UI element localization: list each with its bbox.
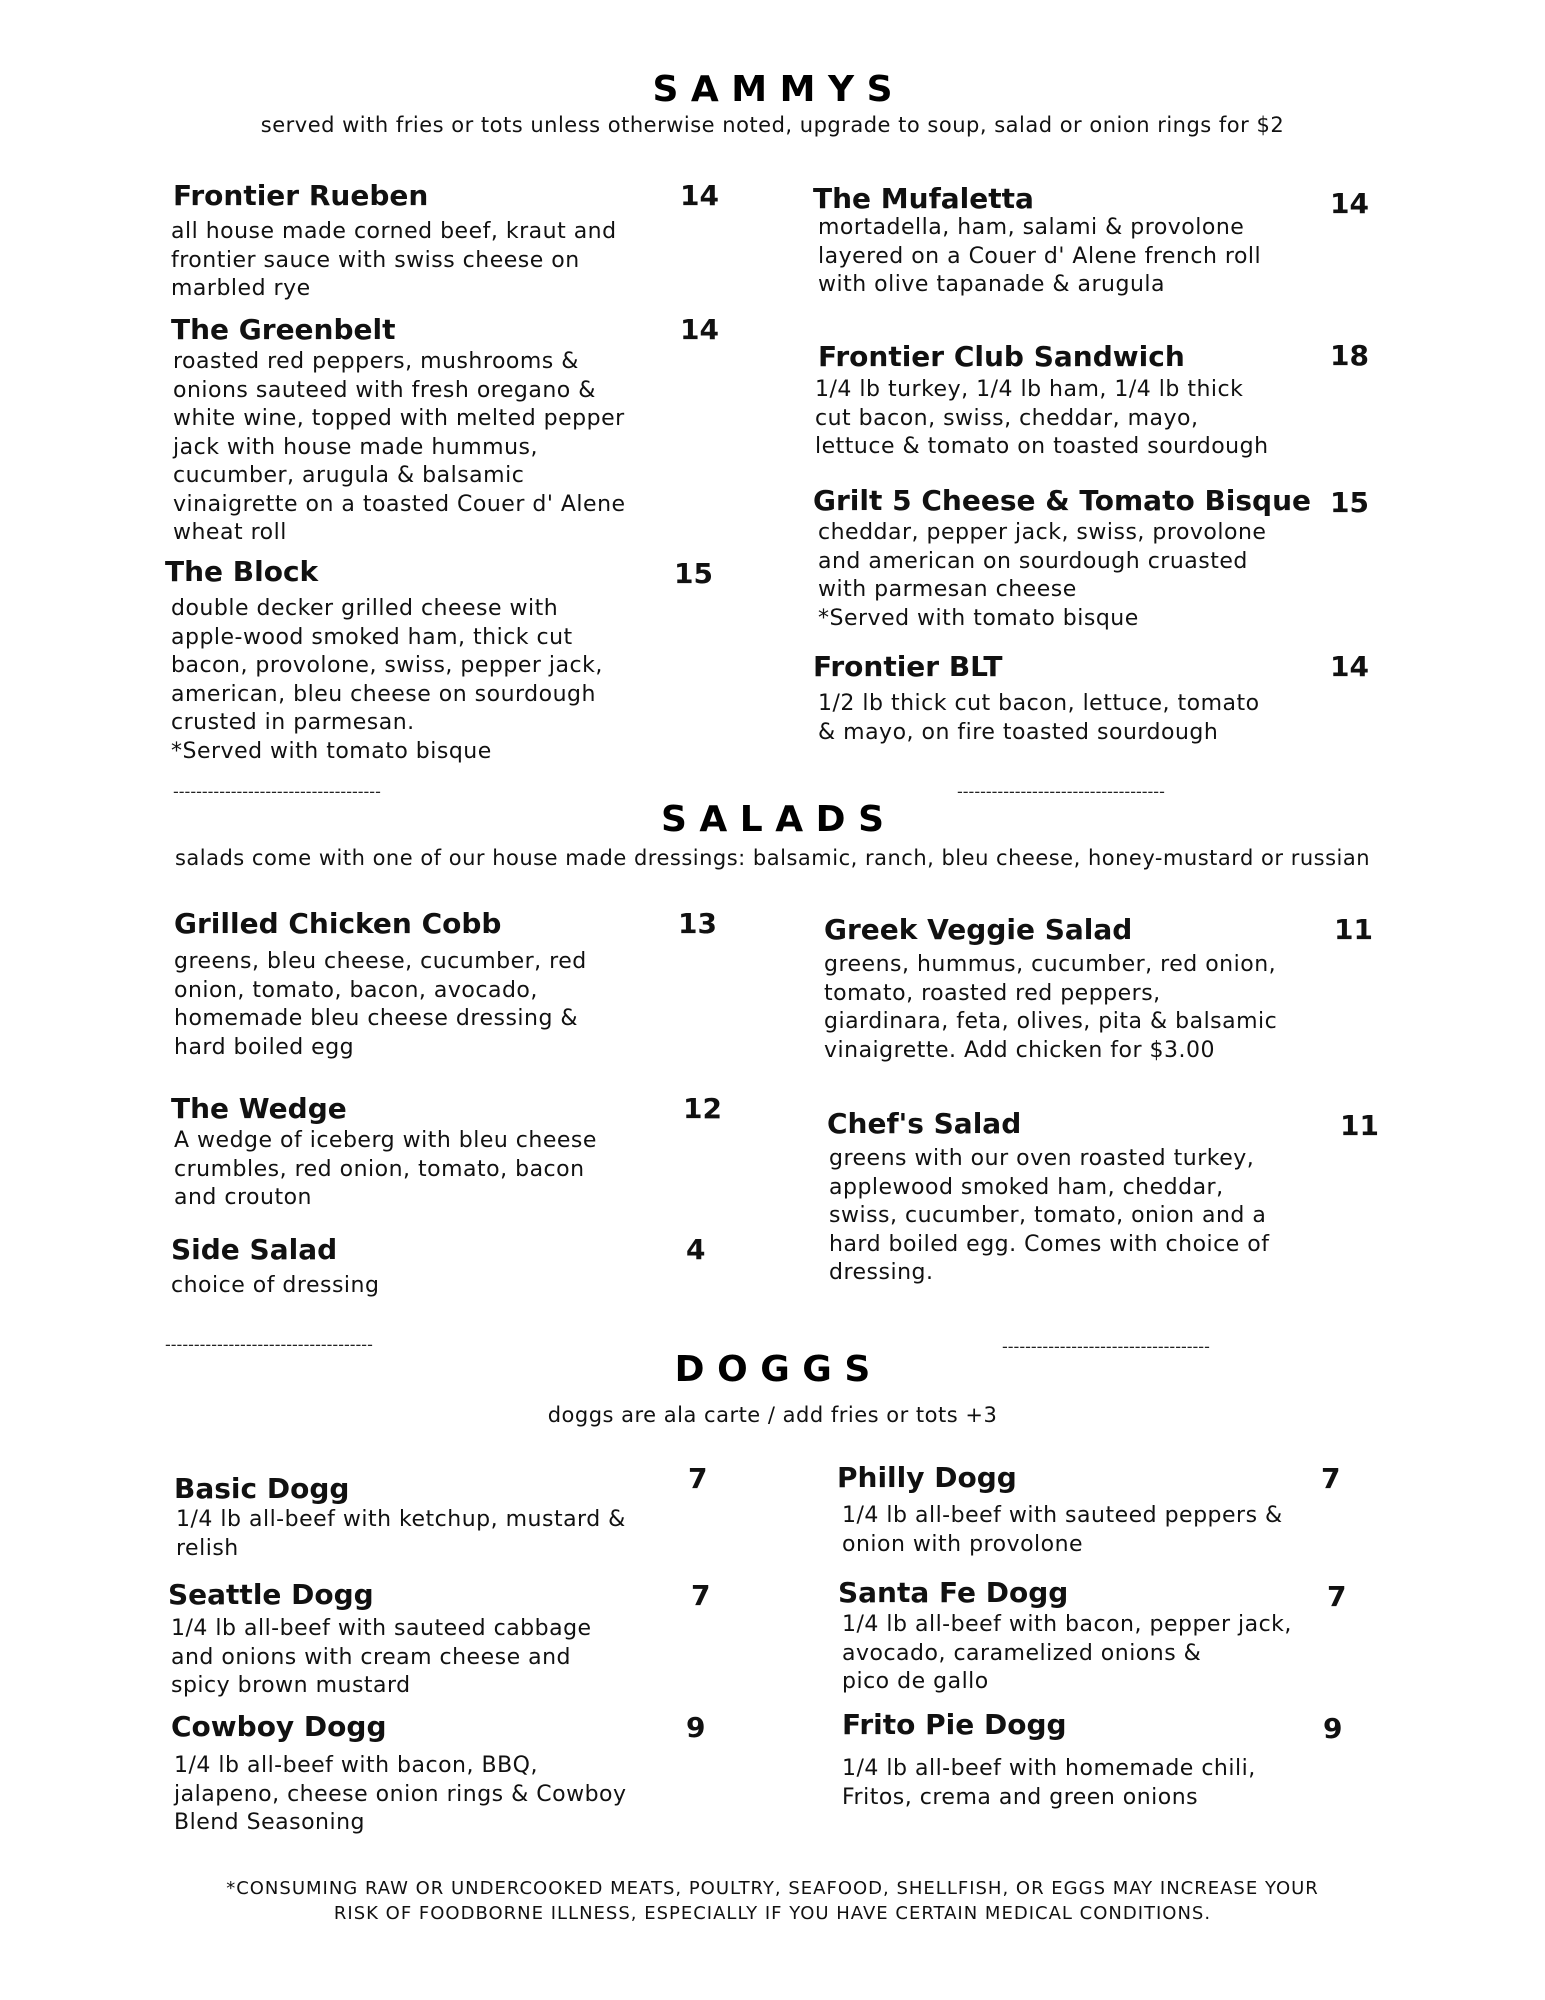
item-description: 1/4 lb all-beef with homemade chili, Fritos, crema and green onions: [842, 1756, 1256, 1810]
divider-line: ------------------------------------: [165, 1335, 373, 1354]
section-title-doggs: D O G G S: [674, 1349, 871, 1390]
item-name: Santa Fe Dogg: [838, 1576, 1069, 1609]
item-description: double decker grilled cheese with apple-wood smoked ham, thick cut bacon, provolone, swiss, pepper jack, american, bleu cheese on sourdough crusted in parmesan. *Served with tomato bisque: [171, 596, 603, 764]
item-price: 14: [1330, 650, 1369, 683]
item-name: Chef's Salad: [827, 1107, 1022, 1140]
divider-line: ------------------------------------: [957, 782, 1165, 801]
item-description: cheddar, pepper jack, swiss, provolone and american on sourdough cruasted with parmesan cheese *Served with tomato bisque: [818, 520, 1267, 631]
item-price: 12: [683, 1092, 722, 1125]
foodborne-illness-disclaimer: *CONSUMING RAW OR UNDERCOOKED MEATS, POULTRY, SEAFOOD, SHELLFISH, OR EGGS MAY INCREASE YOUR RISK OF FOODBORNE ILLNESS, ESPECIALLY IF YOU HAVE CERTAIN MEDICAL CONDITIONS.: [226, 1878, 1319, 1924]
item-price: 11: [1334, 913, 1373, 946]
section-title-sammys: S A M M Y S: [652, 69, 893, 110]
item-name: The Mufaletta: [813, 182, 1034, 215]
section-title-salads: S A L A D S: [660, 799, 885, 840]
item-price: 13: [678, 907, 717, 940]
item-price: 14: [680, 179, 719, 212]
item-description: 1/4 lb all-beef with bacon, BBQ, jalapeno, cheese onion rings & Cowboy Blend Seasoning: [174, 1753, 627, 1835]
divider-line: ------------------------------------: [173, 782, 381, 801]
item-description: A wedge of iceberg with bleu cheese crumbles, red onion, tomato, bacon and crouton: [174, 1128, 597, 1210]
item-description: 1/2 lb thick cut bacon, lettuce, tomato & mayo, on fire toasted sourdough: [818, 691, 1260, 745]
item-description: 1/4 lb all-beef with ketchup, mustard & relish: [176, 1507, 626, 1561]
item-description: mortadella, ham, salami & provolone layered on a Couer d' Alene french roll with olive tapanade & arugula: [818, 215, 1262, 297]
item-description: roasted red peppers, mushrooms & onions sauteed with fresh oregano & white wine, topped with melted pepper jack with house made hummus, cucumber, arugula & balsamic vinaigrette on a toasted Couer d' Alene wheat roll: [173, 349, 626, 545]
item-price: 11: [1340, 1109, 1379, 1142]
item-name: The Greenbelt: [171, 313, 396, 346]
item-price: 9: [1323, 1712, 1343, 1745]
item-name: Grilt 5 Cheese & Tomato Bisque: [813, 484, 1312, 517]
item-name: Seattle Dogg: [168, 1578, 374, 1611]
item-description: 1/4 lb all-beef with sauteed cabbage and onions with cream cheese and spicy brown mustard: [171, 1616, 592, 1698]
item-price: 7: [688, 1462, 708, 1495]
item-price: 7: [691, 1579, 711, 1612]
item-name: Grilled Chicken Cobb: [174, 907, 502, 940]
item-name: Frontier BLT: [813, 650, 1003, 683]
item-price: 7: [1321, 1462, 1341, 1495]
item-name: The Block: [165, 555, 319, 588]
item-description: all house made corned beef, kraut and frontier sauce with swiss cheese on marbled rye: [171, 219, 617, 301]
item-name: The Wedge: [171, 1092, 347, 1125]
item-price: 18: [1330, 339, 1369, 372]
section-subtitle-doggs: doggs are ala carte / add fries or tots +3: [547, 1403, 998, 1427]
item-description: greens, bleu cheese, cucumber, red onion, tomato, bacon, avocado, homemade bleu cheese dressing & hard boiled egg: [174, 949, 587, 1060]
item-description: 1/4 lb all-beef with sauteed peppers & onion with provolone: [842, 1503, 1283, 1557]
item-name: Basic Dogg: [174, 1472, 350, 1505]
item-description: 1/4 lb turkey, 1/4 lb ham, 1/4 lb thick cut bacon, swiss, cheddar, mayo, lettuce & tomato on toasted sourdough: [815, 377, 1269, 459]
section-subtitle-salads: salads come with one of our house made dressings: balsamic, ranch, bleu cheese, honey-mustard or russian: [174, 846, 1371, 870]
item-price: 14: [1330, 187, 1369, 220]
item-name: Greek Veggie Salad: [824, 913, 1133, 946]
item-name: Cowboy Dogg: [171, 1710, 387, 1743]
item-price: 7: [1327, 1580, 1347, 1613]
item-name: Frito Pie Dogg: [842, 1708, 1067, 1741]
item-name: Frontier Club Sandwich: [818, 340, 1185, 373]
item-description: greens with our oven roasted turkey, applewood smoked ham, cheddar, swiss, cucumber, tomato, onion and a hard boiled egg. Comes with choice of dressing.: [829, 1146, 1270, 1285]
item-name: Philly Dogg: [837, 1461, 1017, 1494]
item-description: greens, hummus, cucumber, red onion, tomato, roasted red peppers, giardinara, feta, olives, pita & balsamic vinaigrette. Add chicken for $3.00: [824, 952, 1278, 1063]
divider-line: ------------------------------------: [1002, 1337, 1210, 1356]
section-subtitle-sammys: served with fries or tots unless otherwise noted, upgrade to soup, salad or onion rings for $2: [260, 113, 1285, 137]
item-price: 9: [686, 1711, 706, 1744]
item-description: 1/4 lb all-beef with bacon, pepper jack, avocado, caramelized onions & pico de gallo: [842, 1612, 1292, 1694]
item-price: 4: [686, 1233, 706, 1266]
item-name: Side Salad: [171, 1233, 338, 1266]
item-description: choice of dressing: [171, 1273, 380, 1298]
item-name: Frontier Rueben: [173, 179, 429, 212]
item-price: 15: [674, 557, 713, 590]
item-price: 15: [1330, 486, 1369, 519]
item-price: 14: [680, 313, 719, 346]
